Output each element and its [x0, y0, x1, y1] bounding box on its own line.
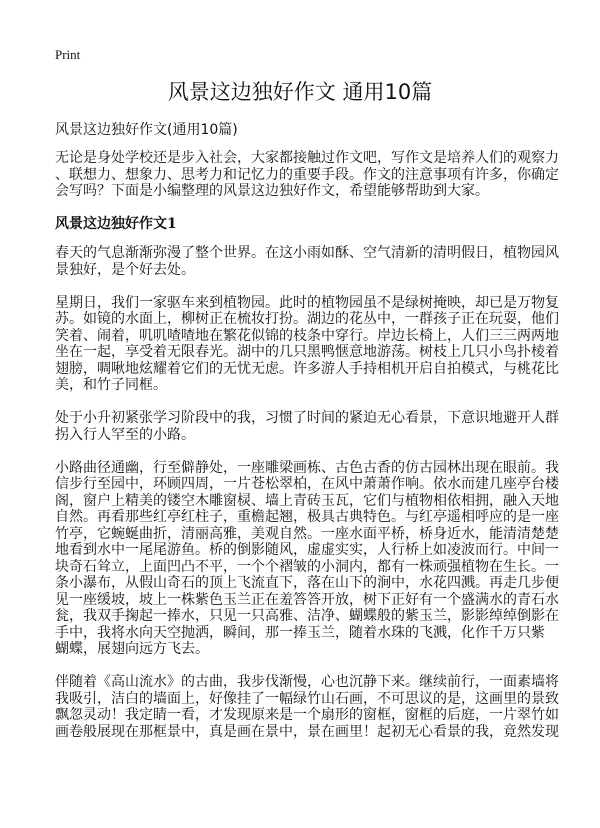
- intro-paragraph: [55, 150, 559, 200]
- text-line: 星期日，我们一家驱车来到植物园。此时的植物园虽不是绿树掩映，却已是万物复: [55, 294, 559, 311]
- text-line: 坐在一起，享受着无限春光。湖中的几只黑鸭惬意地游荡。树枝上几只小鸟扑棱着: [55, 344, 559, 360]
- text-line: 小路曲径通幽，行至僻静处，一座雕梁画栋、古色古香的仿古园林出现在眼前。我: [55, 459, 559, 476]
- text-line: 画卷般展现在那框景中，真是画在景中，景在画里！起初无心看景的我，竟然发现: [55, 723, 559, 740]
- page-title: 风景这边独好作文 通用10篇: [167, 80, 433, 104]
- text-line: 处于小升初紧张学习阶段中的我，习惯了时间的紧迫无心看景，下意识地避开人群: [55, 410, 559, 426]
- paragraph: [55, 245, 559, 278]
- text-line: 信步行至园中，环顾四周，一片苍松翠柏，在风中萧萧作响。依水而建几座亭台楼: [55, 476, 559, 492]
- text-line: 瓮，我双手掬起一捧水，只见一只高雅、洁净、蝴蝶般的紫玉兰，影影绰绰倒影在: [55, 608, 559, 624]
- paragraph: [55, 294, 559, 394]
- text-line: 蝴蝶，展翅向远方飞去。: [55, 641, 209, 657]
- text-line: 地看到水中一尾尾游鱼。桥的倒影随风，虚虚实实，人行桥上如凌波而行。中间一: [55, 542, 559, 558]
- text-line: 无论是身处学校还是步入社会，大家都接触过作文吧，写作文是培养人们的观察力: [55, 150, 559, 166]
- text-line: 自然。再看那些红亭红柱子，重檐起翘，极具古典特色。与红亭遥相呼应的是一座: [55, 509, 559, 525]
- section-heading: 风景这边独好作文1: [55, 216, 177, 232]
- text-line: 景独好，是个好去处。: [55, 261, 195, 278]
- document-subtitle: 风景这边独好作文(通用10篇): [55, 122, 238, 138]
- text-line: 翅膀，啁啾地炫耀着它们的无忧无虑。许多游人手持相机开启自拍模式，与桃花比: [55, 360, 559, 377]
- paragraph: [55, 459, 559, 658]
- text-line: 我吸引，洁白的墙面上，好像挂了一幅绿竹山石画，不可思议的是，这画里的景致: [55, 690, 559, 707]
- text-line: 条小瀑布，从假山奇石的顶上飞流直下，落在山下的涧中，水花四溅。再走几步便: [55, 575, 559, 591]
- text-line: 手中，我将水向天空抛洒，瞬间，那一捧玉兰，随着水珠的飞溅，化作千万只紫: [55, 624, 545, 641]
- text-line: 会写吗？下面是小编整理的风景这边独好作文，希望能够帮助到大家。: [55, 183, 489, 199]
- text-line: 见一座缓坡，坡上一株紫色玉兰正在羞答答开放，树下正好有一个盛满水的青石水: [55, 591, 559, 608]
- text-line: 飘忽灵动！我定睛一看，才发现原来是一个扇形的窗框，窗框的后庭，一片翠竹如: [55, 707, 559, 723]
- text-line: 美，和竹子同框。: [55, 377, 167, 393]
- text-line: 阁，窗户上精美的镂空木雕窗棂、墙上青砖玉瓦，它们与植物相依相拥，融入天地: [55, 492, 559, 509]
- paragraph: [55, 674, 559, 740]
- text-line: 春天的气息渐渐弥漫了整个世界。在这小雨如酥、空气清新的清明假日，植物园风: [55, 245, 559, 261]
- text-line: 、联想力、想象力、思考力和记忆力的重要手段。作文的注意事项有许多，你确定: [55, 166, 559, 183]
- paragraph: [55, 410, 559, 443]
- text-line: 竹亭，它蜿蜒曲折，清丽高雅，美观自然。一座水面平桥，桥身近水，能清清楚楚: [55, 525, 559, 542]
- text-line: 伴随着《高山流水》的古曲，我步伐渐慢，心也沉静下来。继续前行，一面素墙将: [55, 674, 559, 690]
- text-line: 块奇石耸立，上面凹凸不平，一个个褶皱的小洞内，都有一株顽强植物在生长。一: [55, 558, 559, 575]
- text-line: 苏。如镜的水面上，柳树正在梳妆打扮。湖边的花丛中，一群孩子正在玩耍，他们: [55, 311, 559, 327]
- print-link[interactable]: Print: [55, 47, 81, 62]
- essay-paragraphs: [55, 245, 559, 740]
- text-line: 笑着、闹着，叽叽喳喳地在繁花似锦的枝条中穿行。岸边长椅上，人们三三两两地: [55, 327, 559, 344]
- text-line: 拐入行人罕至的小路。: [55, 426, 195, 443]
- article-body: [55, 150, 559, 757]
